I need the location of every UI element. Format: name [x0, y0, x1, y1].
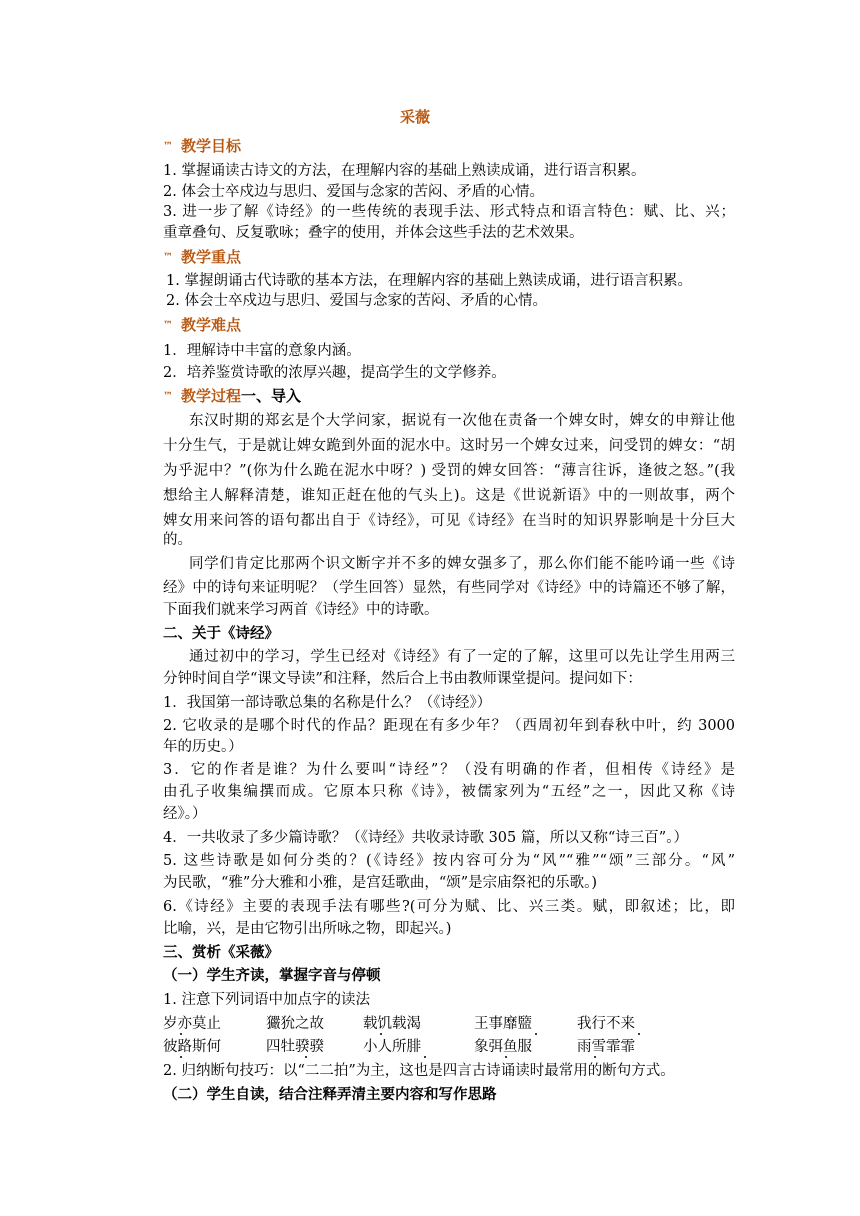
subsection-heading-read-aloud: （一）学生齐读，掌握字音与停顿 [163, 968, 381, 984]
emphasis-dot [535, 1033, 537, 1035]
vocab-word: 四牡骙骙 [266, 1039, 324, 1055]
subsection-heading-self-reading: （二）学生自读，结合注释弄清主要内容和写作思路 [163, 1087, 497, 1103]
question-line: 5. 这些诗歌是如何分类的？(《诗经》按内容可分为“风”“雅”“颂”三部分。“风” [163, 853, 735, 869]
vocab-word: 象弭鱼服 [474, 1039, 532, 1055]
intro-paragraph-line: 下面我们就来学习两首《诗经》中的诗歌。 [163, 602, 439, 618]
page-title: 采薇 [400, 108, 431, 126]
vocab-word: 我行不来 [577, 1016, 635, 1032]
goal-item: 2. 体会士卒戍边与思归、爱国与念家的苦闷、矛盾的心情。 [163, 184, 544, 200]
trademark-mark: ™ [163, 141, 173, 152]
emphasis-dot [594, 1056, 596, 1058]
vocab-word: 雨雪霏霏 [577, 1039, 635, 1055]
trademark-mark: ™ [163, 320, 173, 331]
key-point-item: 2. 体会士卒戍边与思归、爱国与念家的苦闷、矛盾的心情。 [166, 293, 547, 309]
question-line: 为民歌，“雅”分大雅和小雅，是宫廷歌曲，“颂”是宗庙祭祀的乐歌。) [163, 875, 598, 891]
difficulty-item: 1．理解诗中丰富的意象内涵。 [163, 343, 361, 359]
vocab-word: 岁亦莫止 [163, 1016, 221, 1032]
heading-teaching-difficulties: ™ 教学难点 [163, 316, 242, 334]
intro-paragraph-line: 十分生气，于是就让婢女跪到外面的泥水中。这时另一个婢女过来，问受罚的婢女：“胡 [163, 438, 735, 454]
emphasis-dot [505, 1056, 507, 1058]
question-line: 1．我国第一部诗歌总集的名称是什么？（《诗经》） [163, 695, 492, 711]
emphasis-dot [180, 1056, 182, 1058]
vocab-word: 彼路斯何 [163, 1039, 221, 1055]
vocab-word: 玁狁之故 [266, 1016, 324, 1032]
emphasis-dot [424, 1056, 426, 1058]
section-intro-line: 通过初中的学习，学生已经对《诗经》有了一定的了解，这里可以先让学生用两三 [189, 649, 735, 665]
heading-teaching-process: ™ 教学过程一、导入 [163, 387, 302, 405]
trademark-mark: ™ [163, 252, 173, 263]
heading-teaching-key-points: ™ 教学重点 [163, 248, 242, 266]
emphasis-dot [305, 1056, 307, 1058]
vocab-word: 载饥载渴 [363, 1016, 421, 1032]
trademark-mark: ™ [163, 391, 173, 402]
heading-teaching-goals: ™ 教学目标 [163, 137, 242, 155]
instruction-line: 2. 归纳断句技巧：以“二二拍”为主，这也是四言古诗诵读时最常用的断句方式。 [163, 1063, 675, 1079]
question-line: 6.《诗经》主要的表现手法有哪些?(可分为赋、比、兴三类。赋，即叙述；比，即 [163, 899, 735, 915]
difficulty-item: 2．培养鉴赏诗歌的浓厚兴趣，提高学生的文学修养。 [163, 365, 506, 381]
instruction-line: 1. 注意下列词语中加点字的读法 [163, 992, 370, 1008]
section-intro-line: 分钟时间自学“课文导读”和注释，然后合上书由教师课堂提问。提问如下： [163, 671, 642, 687]
intro-paragraph-line: 同学们肯定比那两个识文断字并不多的婢女强多了，那么你们能不能吟诵一些《诗 [189, 556, 735, 572]
question-line: 3．它的作者是谁？为什么要叫“诗经”？（没有明确的作者，但相传《诗经》是 [163, 762, 735, 778]
intro-paragraph-line: 的。 [163, 532, 192, 548]
section-heading-appreciation: 三、赏析《采薇》 [163, 944, 279, 961]
question-line: 4．一共收录了多少篇诗歌？（《诗经》共收录诗歌 305 篇，所以又称“诗三百”。） [163, 830, 688, 846]
emphasis-dot [180, 1033, 182, 1035]
question-line: 由孔子收集编撰而成。它原本只称《诗》，被儒家列为“五经”之一，因此又称《诗 [163, 784, 735, 800]
goal-item: 3. 进一步了解《诗经》的一些传统的表现手法、形式特点和语言特色：赋、比、兴； [163, 204, 735, 220]
goal-item: 重章叠句、反复歌咏；叠字的使用，并体会这些手法的艺术效果。 [163, 225, 584, 241]
emphasis-dot [380, 1033, 382, 1035]
question-line: 2. 它收录的是哪个时代的作品？距现在有多少年？（西周初年到春秋中叶，约 3000 [163, 718, 735, 734]
vocab-word: 王事靡盬 [474, 1016, 532, 1032]
key-point-item: 1. 掌握朗诵古代诗歌的基本方法，在理解内容的基础上熟读成诵，进行语言积累。 [166, 273, 692, 289]
intro-paragraph-line: 想给主人解释清楚，谁知正赶在他的气头上)。这是《世说新语》中的一则故事，两个 [163, 488, 735, 504]
emphasis-dot [638, 1033, 640, 1035]
question-line: 比喻，兴，是由它物引出所咏之物，即起兴。) [163, 921, 452, 937]
section-heading-about-shijing: 二、关于《诗经》 [163, 625, 279, 642]
intro-paragraph-line: 东汉时期的郑玄是个大学问家，据说有一次他在责备一个婢女时，婢女的申辩让他 [189, 413, 735, 429]
intro-paragraph-line: 为乎泥中？”(你为什么跪在泥水中呀？) 受罚的婢女回答：“薄言往诉，逢彼之怒。”(我 [163, 463, 735, 479]
vocab-word: 小人所腓 [363, 1039, 421, 1055]
goal-item: 1. 掌握诵读古诗文的方法，在理解内容的基础上熟读成诵，进行语言积累。 [163, 163, 646, 179]
intro-paragraph-line: 婢女用来问答的语句都出自于《诗经》，可见《诗经》在当时的知识界影响是十分巨大 [163, 513, 735, 529]
intro-paragraph-line: 经》中的诗句来证明呢？（学生回答）显然，有些同学对《诗经》中的诗篇还不够了解， [163, 580, 735, 596]
question-line: 年的历史。） [163, 739, 243, 755]
question-line: 经》。） [163, 806, 207, 822]
